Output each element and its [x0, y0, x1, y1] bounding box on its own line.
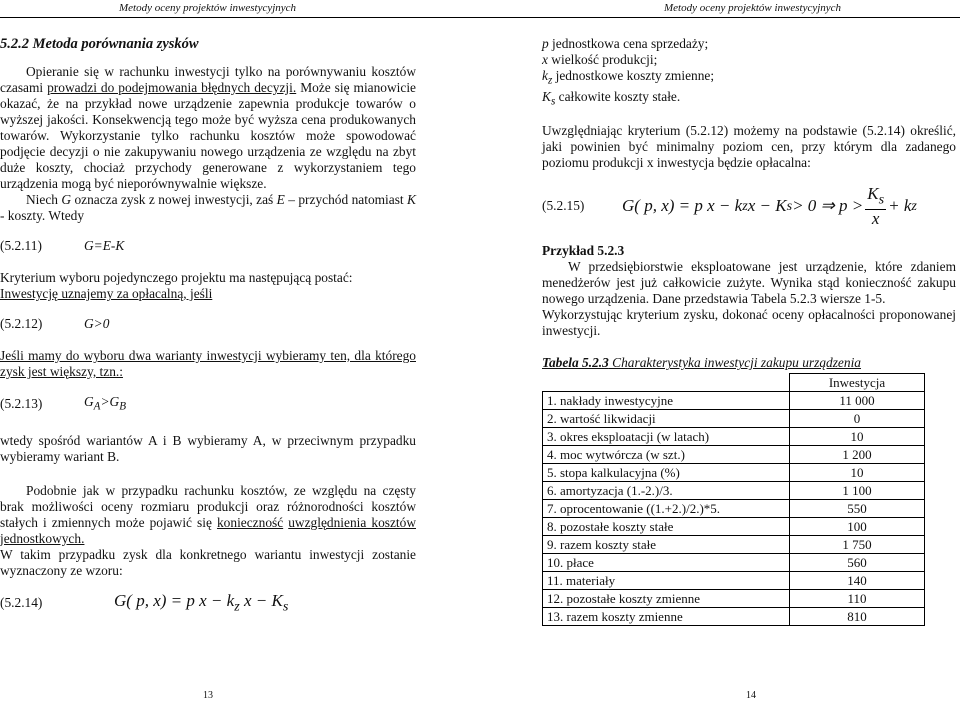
- var-p: p: [542, 36, 549, 51]
- text: Niech: [26, 192, 62, 207]
- equation-5-2-15: [542, 181, 956, 231]
- var-k: k: [542, 68, 548, 83]
- text: – przychód natomiast: [284, 192, 408, 207]
- row-label: 13. razem koszty zmienne: [543, 608, 790, 626]
- table-row: [543, 428, 925, 446]
- formula-part: x − K: [239, 590, 283, 610]
- right-column: [542, 36, 956, 626]
- row-label: 9. razem koszty stałe: [543, 536, 790, 554]
- table-body: [543, 374, 925, 626]
- text: jednostkowa cena sprzedaży;: [548, 36, 709, 51]
- paragraph-choice: wtedy spośród wariantów A i B wybieramy A, w przeciwnym przypadku wybieramy wariant B.: [0, 432, 416, 464]
- equation-body: [114, 590, 289, 615]
- running-header: Metody oceny projektów inwestycyjnych: [664, 2, 842, 14]
- investment-table: [542, 373, 925, 626]
- equation-5-2-13: [0, 394, 416, 415]
- var-x: x: [542, 52, 548, 67]
- row-value: 560: [790, 554, 925, 572]
- var-e: E: [276, 192, 285, 207]
- table-row: [543, 392, 925, 410]
- text: oznacza zysk z nowej inwestycji, zaś: [71, 192, 277, 207]
- definition-kz: [542, 68, 956, 89]
- subscript: s: [878, 191, 885, 208]
- table-row: [543, 446, 925, 464]
- definition-ks: [542, 89, 956, 110]
- table-row: [543, 590, 925, 608]
- row-label: 6. amortyzacja (1.-2.)/3.: [543, 482, 790, 500]
- equation-5-2-12: [0, 316, 416, 332]
- table-row: [543, 572, 925, 590]
- text: jednostkowe koszty zmienne;: [552, 68, 715, 83]
- row-label: 11. materiały: [543, 572, 790, 590]
- row-value: 11 000: [790, 392, 925, 410]
- table-row: [543, 554, 925, 572]
- row-value: 100: [790, 518, 925, 536]
- example-title: Przykład 5.2.3: [542, 243, 625, 259]
- fraction-denominator: x: [871, 208, 880, 228]
- subscript: z: [234, 598, 240, 615]
- table-row: [543, 410, 925, 428]
- example-task: Wykorzystując kryterium zysku, dokonać oceny opłacalności proponowanej inwestycji.: [542, 307, 956, 339]
- equation-body: [622, 185, 917, 227]
- text: - koszty. Wtedy: [0, 208, 85, 223]
- equation-number: (5.2.14): [0, 595, 43, 611]
- row-value: 1 100: [790, 482, 925, 500]
- caption-label: Tabela 5.2.3: [542, 355, 609, 371]
- paragraph-intro: [0, 64, 416, 192]
- formula-part: x − K: [747, 196, 787, 216]
- table-row: [543, 482, 925, 500]
- empty-cell: [543, 374, 790, 392]
- var-k: K: [542, 88, 551, 104]
- formula-part: G( p, x) = p x − k: [622, 196, 743, 216]
- equation-5-2-14: [0, 590, 416, 615]
- table-row: [543, 608, 925, 626]
- row-value: 140: [790, 572, 925, 590]
- row-label: 7. oprocentowanie ((1.+2.)/2.)*5.: [543, 500, 790, 518]
- row-label: 1. nakłady inwestycyjne: [543, 392, 790, 410]
- example-paragraph: W przedsiębiorstwie eksploatowane jest urządzenie, które zdaniem menedżerów jest już całkowicie zużyte. Wynika stąd konieczność zakupu nowego urządzenia. Dane przedstawia Tabela 5.2.3 wiersze 1-5.: [542, 259, 956, 307]
- table-row: [543, 500, 925, 518]
- formula-part: G( p, x) = p x − k: [114, 590, 235, 610]
- fraction-numerator: [865, 185, 886, 209]
- subscript: s: [282, 598, 289, 615]
- table-row: [543, 536, 925, 554]
- formula-part: + k: [888, 196, 912, 216]
- underlined-text: konieczność: [216, 514, 284, 530]
- subscript: z: [547, 74, 553, 87]
- row-value: 550: [790, 500, 925, 518]
- var-k: K: [867, 184, 879, 204]
- underlined-text: uwzględnienia kosztów jednostkowych.: [0, 514, 416, 546]
- row-value: 1 200: [790, 446, 925, 464]
- underlined-text: prowadzi do podejmowania błędnych decyzji.: [47, 80, 297, 95]
- subscript: s: [786, 198, 793, 215]
- formula-part: > 0 ⇒ p >: [792, 196, 864, 216]
- page-number: 13: [203, 690, 213, 701]
- equation-body: G>0: [84, 316, 110, 331]
- section-title: 5.2.2 Metoda porównania zysków: [0, 36, 199, 52]
- text: wielkość produkcji;: [547, 52, 658, 67]
- header-rule: [480, 17, 960, 18]
- row-value: 110: [790, 590, 925, 608]
- table-row: [543, 518, 925, 536]
- text: Podobnie jak w przypadku rachunku kosztów, ze względu na częsty brak możliwości oceny rozmiaru produkcji oraz różnorodności kosztów stałych i zmiennych może pojawić się: [0, 482, 416, 530]
- subscript: s: [550, 95, 556, 108]
- equation-body: G=E-K: [84, 238, 125, 253]
- var-k: K: [407, 192, 416, 207]
- row-label: 3. okres eksploatacji (w latach): [543, 428, 790, 446]
- row-label: 4. moc wytwórcza (w szt.): [543, 446, 790, 464]
- subscript: z: [742, 198, 748, 215]
- row-value: 10: [790, 464, 925, 482]
- row-value: 810: [790, 608, 925, 626]
- paragraph-unit-costs: [0, 483, 416, 547]
- equation-number: (5.2.11): [0, 238, 42, 253]
- var-g: G: [84, 394, 94, 409]
- left-column: [0, 36, 416, 614]
- definition-x: [542, 52, 956, 68]
- paragraph-formula-intro: W takim przypadku zysk dla konkretnego wariantu inwestycji zostanie wyznaczony ze wzoru:: [0, 546, 416, 578]
- column-header: Inwestycja: [790, 374, 925, 392]
- equation-number: (5.2.15): [542, 198, 585, 214]
- table-header-row: [543, 374, 925, 392]
- row-value: 1 750: [790, 536, 925, 554]
- equation-number: (5.2.13): [0, 396, 43, 412]
- right-page: [480, 0, 960, 702]
- subscript: B: [119, 400, 127, 413]
- paragraph-min-price: Uwzględniając kryterium (5.2.12) możemy na podstawie (5.2.14) określić, jaki powinien być minimalny poziom cen, przy którym dla zadanego poziomu produkcji x inwestycja będzie opłacalna:: [542, 123, 956, 171]
- fraction: [865, 185, 886, 227]
- paragraph-two-variants: Jeśli mamy do wyboru dwa warianty inwestycji wybieramy ten, dla którego zysk jest większy, tzn.:: [0, 348, 416, 379]
- header-rule: [0, 17, 480, 18]
- text: Opieranie się w rachunku inwestycji tylko na porównywaniu kosztów czasami: [0, 64, 416, 95]
- subscript: A: [93, 400, 101, 413]
- equation-body: [84, 394, 126, 415]
- text: całkowite koszty stałe.: [555, 88, 681, 104]
- row-label: 12. pozostałe koszty zmienne: [543, 590, 790, 608]
- text: Może się mianowicie okazać, że na przykład nowe urządzenie zapewnia produkcje towarów o wyższej jakości. Konsekwencją tego może być wyższa cena produkowanych towarów. Wykorzystanie tylko rachunku kosztów może spowodować podjęcie decyzji o nie zakupywaniu nowego urządzenia ze względu na zbyt duże koszty, chociaż przychody generowane z wykorzystaniem tego urządzenia mogą być nieporównywalnie większe.: [0, 80, 416, 191]
- equation-5-2-11: [0, 238, 416, 254]
- caption-text: Charakterystyka inwestycji zakupu urządzenia: [608, 355, 861, 371]
- equation-number: (5.2.12): [0, 316, 43, 331]
- paragraph-criterion: Kryterium wyboru pojedynczego projektu ma następującą postać:: [0, 270, 353, 285]
- row-value: 0: [790, 410, 925, 428]
- paragraph-definitions: [0, 192, 416, 224]
- row-label: 8. pozostałe koszty stałe: [543, 518, 790, 536]
- table-caption: [542, 355, 956, 371]
- page-number: 14: [746, 690, 756, 701]
- row-value: 10: [790, 428, 925, 446]
- var-g: G: [61, 192, 72, 207]
- criterion-statement: Inwestycję uznajemy za opłacalną, jeśli: [0, 286, 213, 301]
- subscript: z: [911, 198, 917, 215]
- running-header: Metody oceny projektów inwestycyjnych: [119, 2, 297, 14]
- row-label: 2. wartość likwidacji: [543, 410, 790, 428]
- var-g: >G: [100, 394, 120, 409]
- table-row: [543, 464, 925, 482]
- row-label: 10. płace: [543, 554, 790, 572]
- row-label: 5. stopa kalkulacyjna (%): [543, 464, 790, 482]
- definition-p: [542, 36, 956, 52]
